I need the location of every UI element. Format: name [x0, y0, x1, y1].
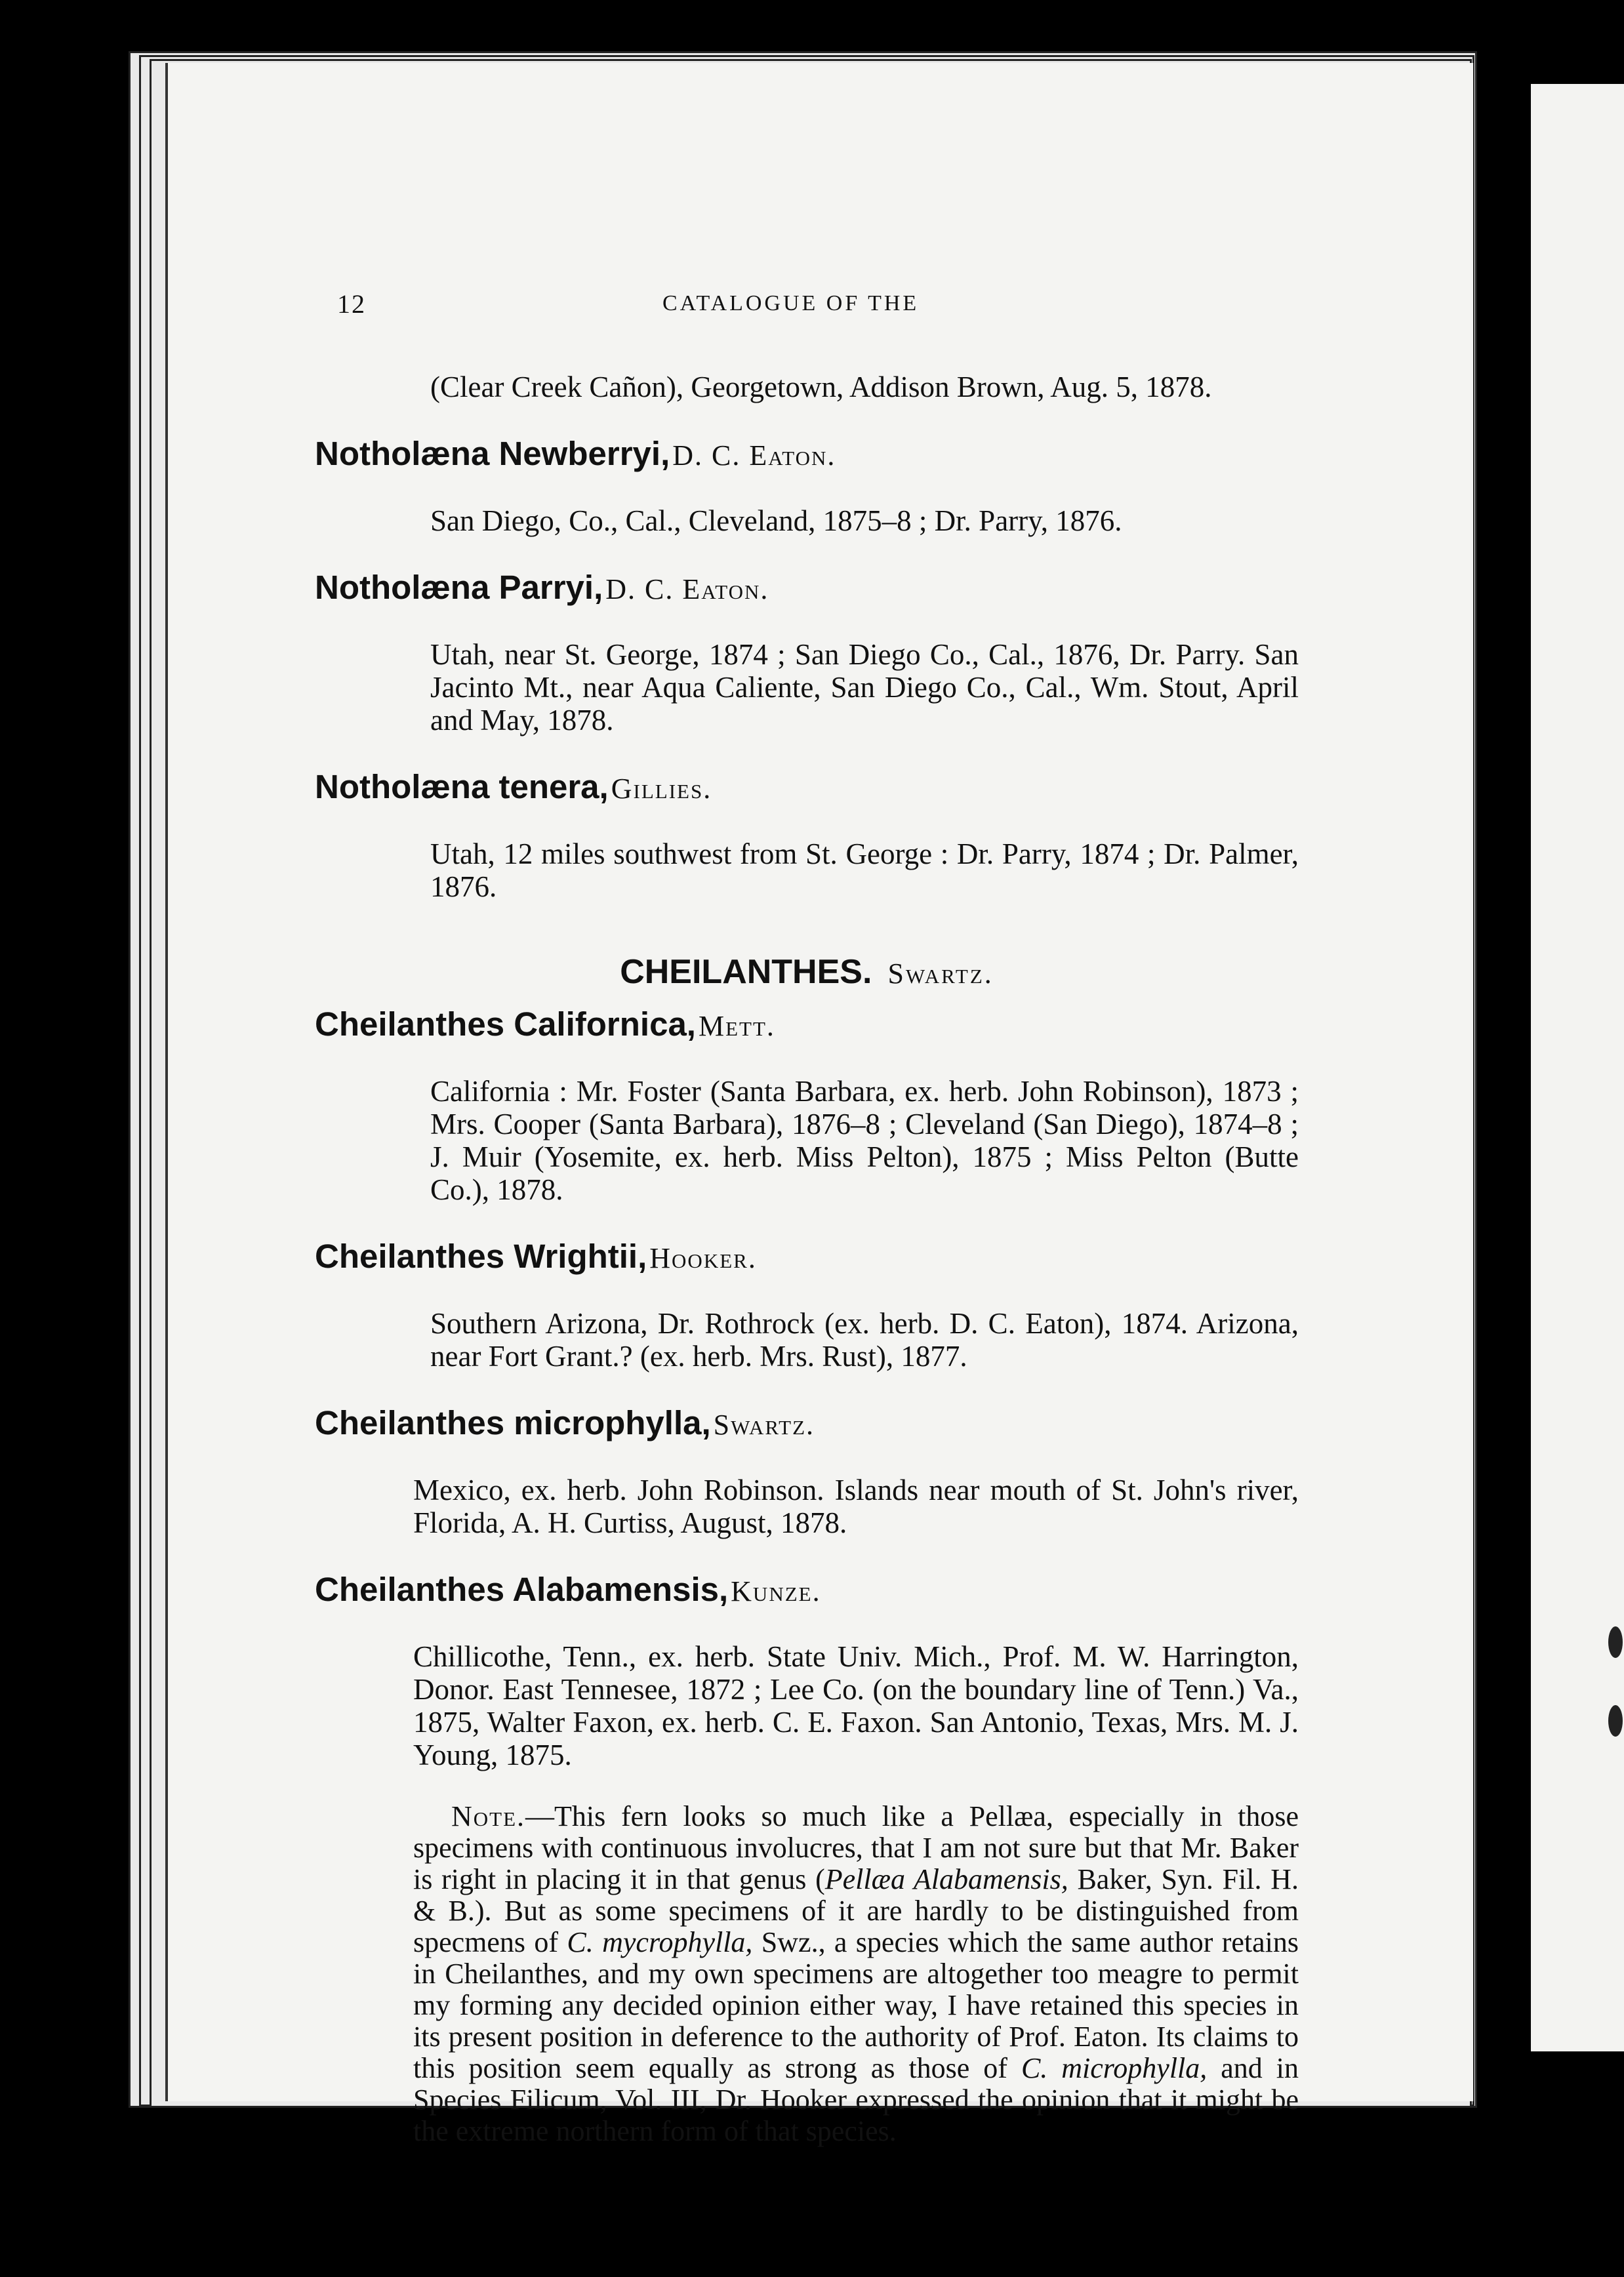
species-text: San Diego, Co., Cal., Cleveland, 1875–8 ; Dr. Parry, 1876. — [430, 504, 1122, 537]
bleed-mark — [1608, 1705, 1623, 1737]
genus-authority: Swartz. — [887, 957, 994, 990]
species-authority: Swartz. — [713, 1409, 815, 1441]
note-italic: C. microphylla, — [1021, 2052, 1208, 2084]
species-authority: Kunze. — [731, 1575, 821, 1607]
note-italic: C. mycrophylla, — [567, 1926, 753, 1958]
species-name: Notholæna Newberryi, — [315, 435, 670, 472]
species-authority: Mett. — [698, 1010, 775, 1042]
running-head: CATALOGUE OF THE — [662, 291, 920, 315]
species-text: Utah, 12 miles southwest from St. George : Dr. Parry, 1874 ; Dr. Palmer, 1876. — [430, 837, 1299, 903]
species-name: Cheilanthes Alabamensis, — [315, 1571, 729, 1608]
species-entry — [315, 1569, 1299, 1771]
species-authority: Hooker. — [649, 1242, 757, 1274]
species-entry — [315, 1236, 1299, 1373]
note-paragraph — [315, 1801, 1299, 2147]
page-content — [315, 341, 1299, 2176]
species-authority: D. C. Eaton. — [605, 573, 769, 605]
note-italic: Pellæa Alabamensis, — [824, 1863, 1068, 1895]
species-name: Notholæna Parryi, — [315, 569, 603, 606]
species-name: Notholæna tenera, — [315, 768, 609, 805]
species-authority: Gillies. — [611, 773, 712, 805]
species-text: Mexico, ex. herb. John Robinson. Islands near mouth of St. John's river, Florida, A. H. Curtiss, August, 1878. — [413, 1474, 1299, 1539]
species-text: Utah, near St. George, 1874 ; San Diego Co., Cal., 1876, Dr. Parry. San Jacinto Mt., near Aqua Caliente, San Diego Co., Cal., Wm. Stout, April and May, 1878. — [430, 638, 1299, 736]
note-label: Note. — [451, 1800, 526, 1832]
note-text: and in Species Filicum, Vol. III, Dr. Hooker expressed the opinion that it might be the extreme northern form of that species. — [413, 2052, 1299, 2147]
note-text: Swz., a species which the same author retains in Cheilanthes, and my own specimens are altogether too meagre to permit my forming any decided opinion either way, I have retained this species in its present position in deference to the authority of Prof. Eaton. Its claims to this position seem equally as strong as those of — [413, 1926, 1299, 2084]
bleed-mark — [1608, 1626, 1623, 1658]
genus-name: CHEILANTHES. — [620, 953, 872, 991]
continuation-text: (Clear Creek Cañon), Georgetown, Addison Brown, Aug. 5, 1878. — [430, 371, 1212, 403]
species-entry — [315, 766, 1299, 903]
page-number: 12 — [337, 289, 366, 319]
species-entry — [315, 433, 1299, 537]
note-text: —This fern looks so much like a Pellæa, especially in those specimens with continuous involucres, that I am not sure but that Mr. Baker is right in placing it in that genus ( — [413, 1800, 1299, 1895]
species-name: Cheilanthes Californica, — [315, 1005, 696, 1043]
species-text: California : Mr. Foster (Santa Barbara, ex. herb. John Robinson), 1873 ; Mrs. Cooper (Santa Barbara), 1876–8 ; Cleveland (San Diego), 1874–8 ; J. Muir (Yosemite, ex. herb. Miss Pelton), 1875 ; Miss Pelton (Butte Co.), 1878. — [430, 1075, 1299, 1206]
species-entry — [315, 567, 1299, 736]
species-name: Cheilanthes microphylla, — [315, 1404, 711, 1441]
species-entry — [315, 1003, 1299, 1206]
species-entry — [315, 1402, 1299, 1539]
note-text: Baker, Syn. Fil. H. & B.). But as some specimens of it are hardly to be distinguished from specmens of — [413, 1863, 1299, 1958]
species-authority: D. C. Eaton. — [672, 439, 836, 472]
species-text: Southern Arizona, Dr. Rothrock (ex. herb. D. C. Eaton), 1874. Arizona, near Fort Grant.? (ex. herb. Mrs. Rust), 1877. — [430, 1307, 1299, 1373]
genus-heading — [315, 949, 1299, 997]
species-name: Cheilanthes Wrightii, — [315, 1238, 647, 1275]
facing-page-edge — [1531, 84, 1624, 2051]
species-text: Chillicothe, Tenn., ex. herb. State Univ. Mich., Prof. M. W. Harrington, Donor. East Tennesee, 1872 ; Lee Co. (on the boundary line of Tenn.) Va., 1875, Walter Faxon, ex. herb. C. E. Faxon. San Antonio, Texas, Mrs. M. J. Young, 1875. — [413, 1640, 1299, 1771]
